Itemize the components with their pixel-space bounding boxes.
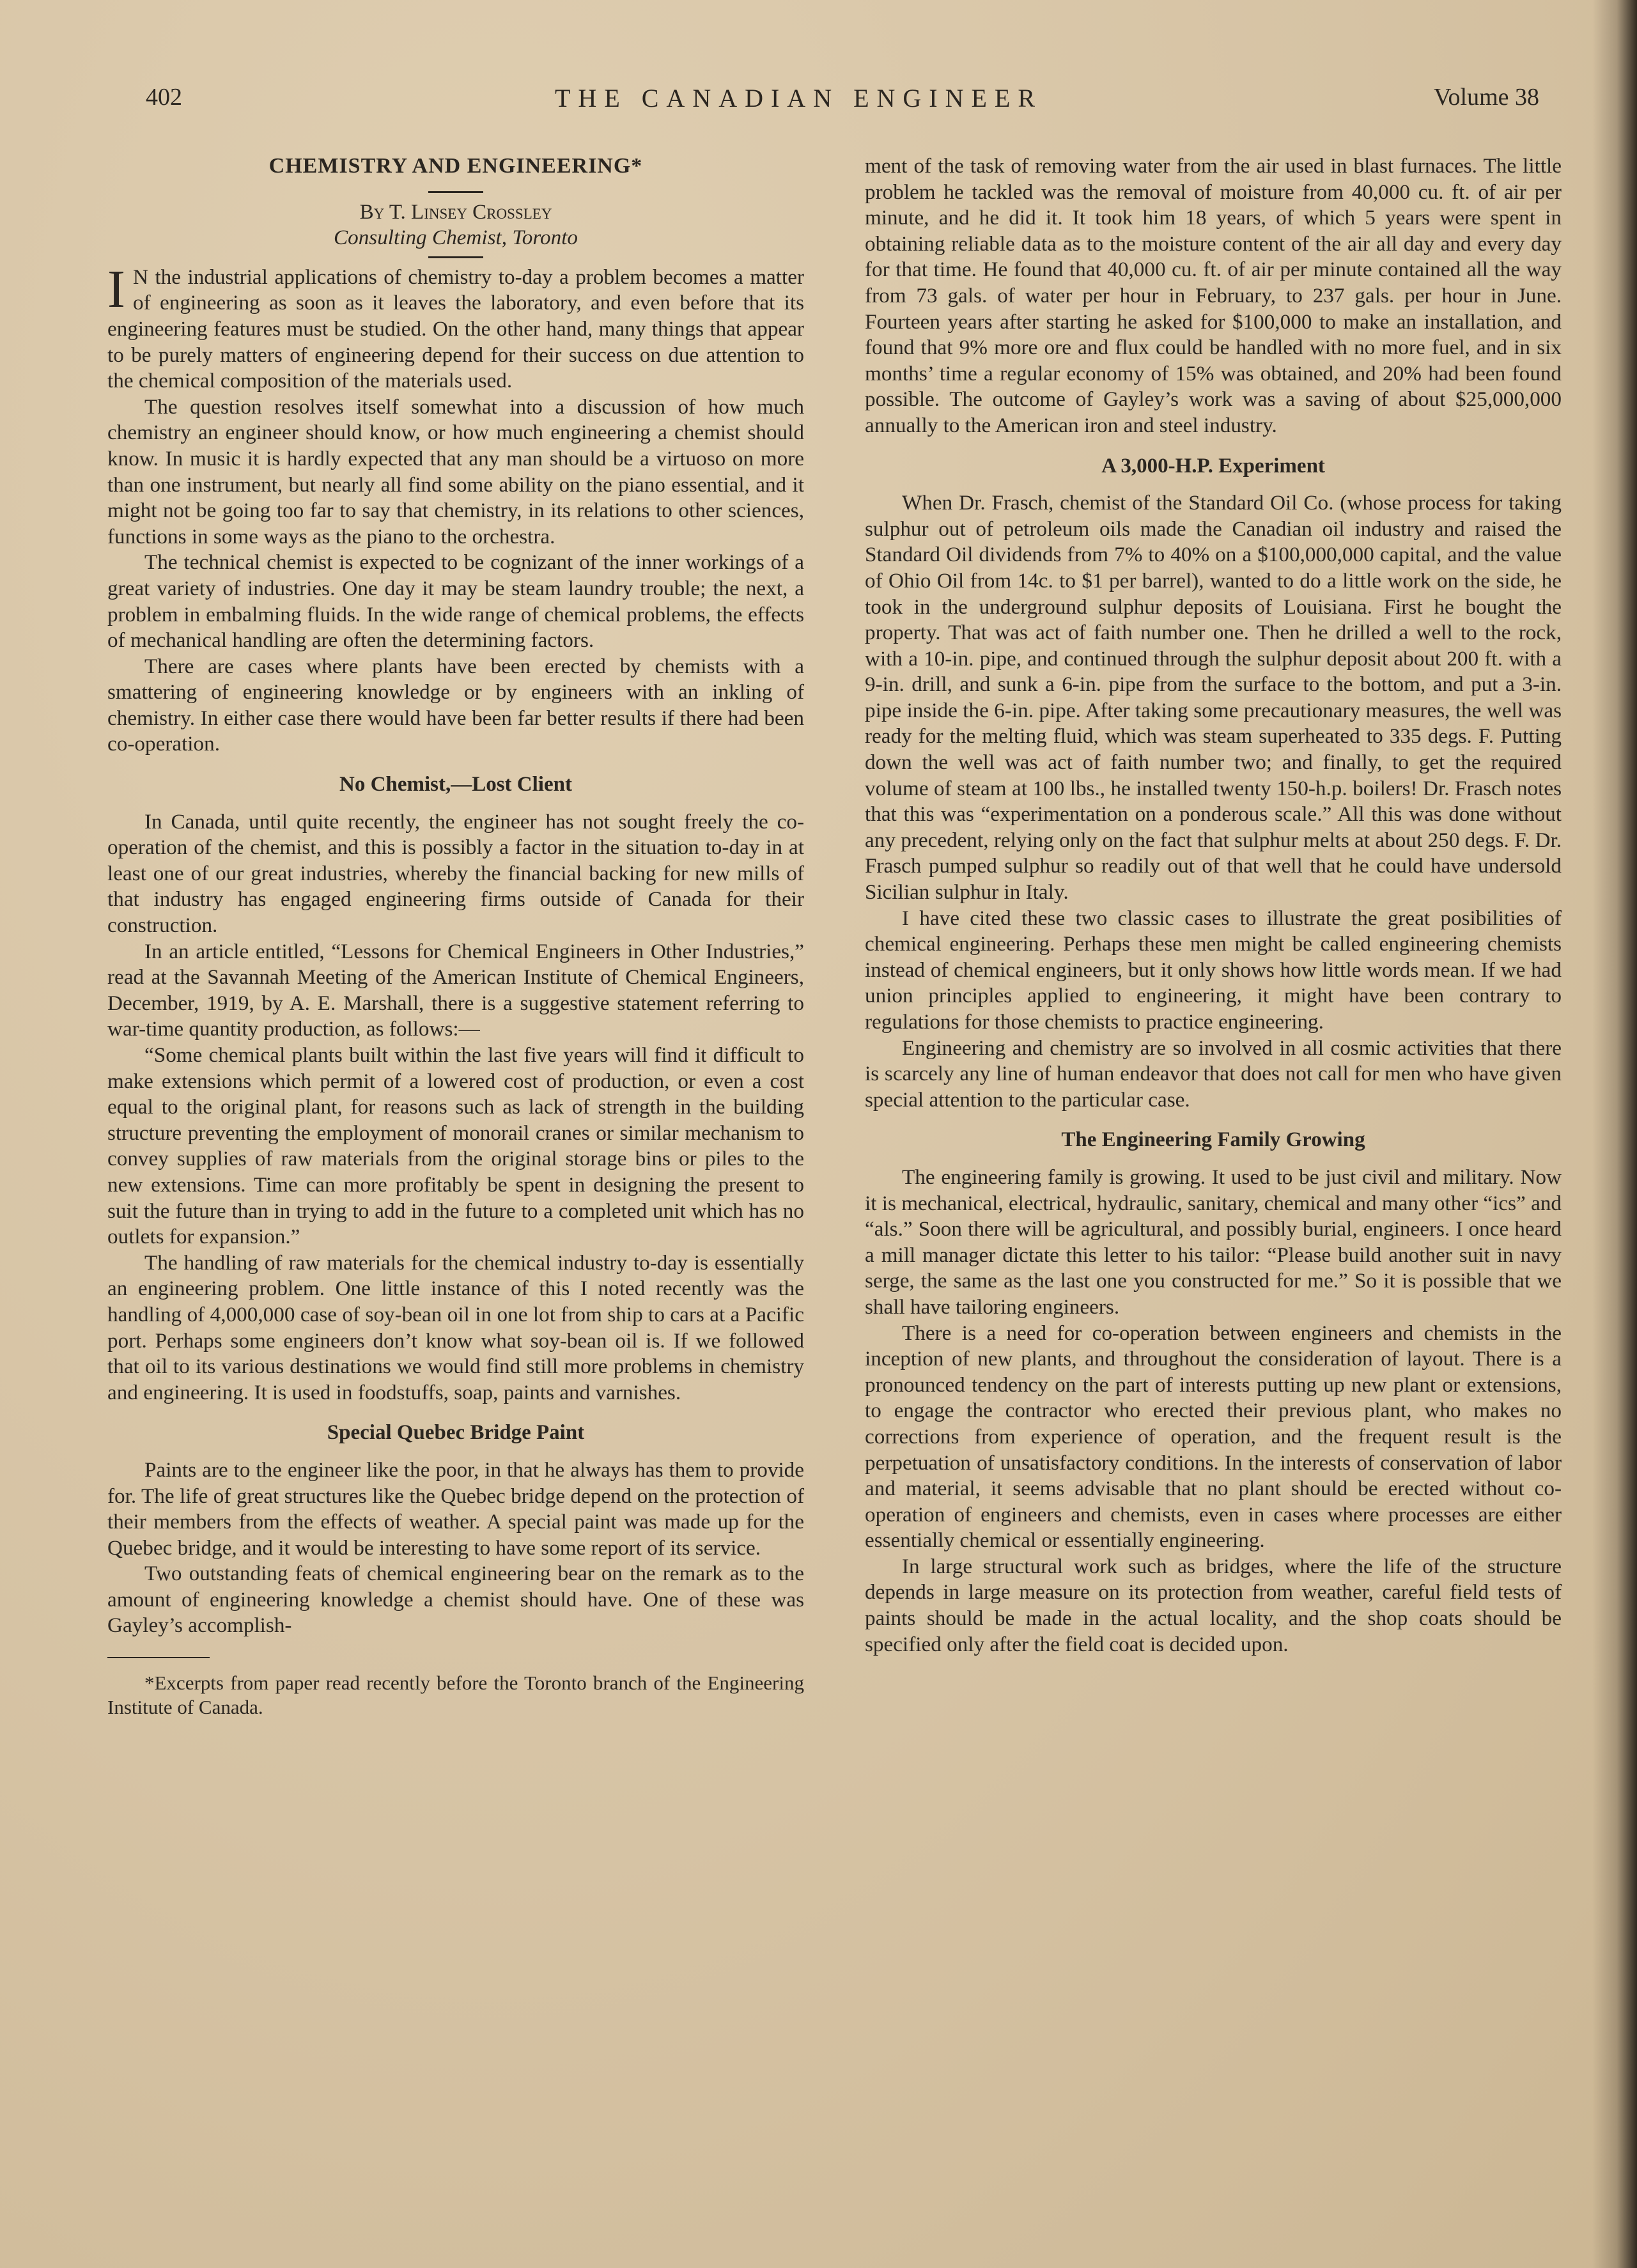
title-rule	[428, 191, 483, 193]
paragraph: Engineering and chemistry are so involved in all cosmic activities that there is scarcely any line of human endeavor that does not call for men who have given special attention to the particular case.	[865, 1036, 1562, 1112]
article-title: CHEMISTRY AND ENGINEERING*	[268, 154, 643, 178]
block-quote: “Some chemical plants built within the last five years will find it difficult to make extensions which permit of a lowered cost of production, or even a cost equal to the original plant, for reasons such as lack of strength in the building structure preventing the employment of monorail cranes or similar mechanism to convey supplies of raw materials from the original storage bins or piles to the new extensions. Time can more profitably be spent in designing the present to suit the future than in trying to add in the future to a completed unit which has no outlets for expansion.”	[107, 1043, 804, 1249]
article-byline: By T. Linsey Crossley	[359, 200, 552, 224]
right-column	[865, 153, 1562, 1658]
paragraph: I N the industrial applications of chemistry to-day a problem becomes a matter of engineering as soon as it leaves the laboratory, and even before that its engineering features must be studied. On the other hand, many things that appear to be purely matters of engineering depend for their success on due attention to the chemical composition of the materials used.	[107, 259, 804, 393]
section-heading: A 3,000-H.P. Experiment	[1101, 454, 1325, 478]
journal-title: THE CANADIAN ENGINEER	[555, 84, 1043, 113]
author-affiliation: Consulting Chemist, Toronto	[333, 226, 578, 250]
paragraph: Two outstanding feats of chemical engineering bear on the remark as to the amount of engineering knowledge a chemist should have. One of these was Gayley’s accomplish-	[107, 1562, 804, 1638]
drop-cap: I	[107, 259, 125, 319]
paragraph: The engineering family is growing. It used to be just civil and military. Now it is mechanical, electrical, hydraulic, sanitary, chemical and many other “ics” and “als.” Soon there will be agricultural, and possibly burial, engineers. I once heard a mill manager dictate this letter to his tailor: “Please build another suit in navy serge, the same as the last one you constructed for me.” So it is possible that we shall have tailoring engineers.	[865, 1165, 1562, 1319]
paragraph: ment of the task of removing water from the air used in blast furnaces. The little problem he tackled was the removal of moisture from 40,000 cu. ft. of air per minute, and he did it. It took him 18 years, of which 5 years were spent in obtaining reliable data as to the moisture content of the air all day and every day for that time. He found that 40,000 cu. ft. of air per minute contained all the way from 73 gals. of water per hour in February, to 237 gals. per hour in June. Fourteen years after starting he asked for $100,000 to make an installation, and found that 9% more ore and flux could be handled with no more fuel, and in six months’ time a regular economy of 15% was obtained, and 20% had been found possible. The outcome of Gayley’s work was a saving of about $25,000,000 annually to the American iron and steel industry.	[865, 154, 1562, 437]
footnote-rule	[107, 1657, 210, 1658]
page-number: 402	[146, 84, 182, 111]
paragraph: Paints are to the engineer like the poor, in that he always has them to provide for. The life of great structures like the Quebec bridge depend on the protection of their members from the effects of weather. A special paint was made up for the Quebec bridge, and it would be interesting to have some report of its service.	[107, 1457, 804, 1560]
paragraph: There is a need for co-operation between engineers and chemists in the inception of new plants, and throughout the consideration of layout. There is a pronounced tendency on the part of interests putting up new plant or extensions, to engage the contractor who erected their previous plant, who makes no corrections from experience of operation, and the frequent result is the perpetuation of unsatisfactory conditions. In the interests of conservation of labor and material, it seems advisable that no plant should be erected without co-operation of engineers and chemists, even in cases where processes are either essentially chemical or essentially engineering.	[865, 1321, 1562, 1553]
left-column	[107, 153, 804, 1720]
paragraph: The handling of raw materials for the chemical industry to-day is essentially an engineering problem. One little instance of this I noted recently was the handling of 4,000,000 case of soy-bean oil in one lot from ship to cars at a Pacific port. Perhaps some engineers don’t know what soy-bean oil is. If we followed that oil to its various destinations we would find still more problems in chemistry and engineering. It is used in foodstuffs, soap, paints and varnishes.	[107, 1250, 804, 1404]
paragraph: The technical chemist is expected to be cognizant of the inner workings of a great variety of industries. One day it may be steam laundry trouble; the next, a problem in embalming fluids. In the wide range of chemical problems, the effects of mechanical handling are often the determining factors.	[107, 550, 804, 653]
footnote: *Excerpts from paper read recently before the Toronto branch of the Engineering Institute of Canada.	[107, 1672, 804, 1719]
paragraph: When Dr. Frasch, chemist of the Standard Oil Co. (whose process for taking sulphur out of petroleum oils made the Canadian oil industry and raised the Standard Oil dividends from 7% to 40% on a $100,000,000 capital, and the value of Ohio Oil from 14c. to $1 per barrel), wanted to do a little work on the side, he took in the underground sulphur deposits of Louisiana. First he bought the property. That was act of faith number one. Then he drilled a well to the rock, with a 10-in. pipe, and continued through the sulphur deposit about 200 ft. with a 9-in. drill, and sunk a 6-in. pipe from the surface to the bottom, and put a 3-in. pipe inside the 6-in. pipe. After taking some precautionary measures, the well was ready for the melting fluid, which was steam superheated to 335 degs. F. Putting down the well was act of faith number two; and finally, to get the required volume of steam at 100 lbs., he installed twenty 150-h.p. boilers! Dr. Frasch notes that this was “experimentation on a ponderous scale.” All this was done without any precedent, relying only on the fact that sulphur melts at about 250 degs. F. Dr. Frasch pumped sulphur so readily out of that well that he could have undersold Sicilian sulphur in Italy.	[865, 491, 1562, 905]
paragraph: I have cited these two classic cases to illustrate the great posibilities of chemical engineering. Perhaps these men might be called engineering chemists instead of chemical engineers, but it only shows how little words mean. If we had union principles applied to engineering, it might have been contrary to regulations for those chemists to practice engineering.	[865, 906, 1562, 1034]
paragraph: In an article entitled, “Lessons for Chemical Engineers in Other Industries,” read at the Savannah Meeting of the American Institute of Chemical Engineers, December, 1919, by A. E. Marshall, there is a suggestive statement referring to war-time quantity production, as follows:—	[107, 939, 804, 1041]
paragraph: The question resolves itself somewhat into a discussion of how much chemistry an engineer should know, or how much engineering a chemist should know. In music it is hardly expected that any man should be a virtuoso on more than one instrument, but nearly all find some ability on the piano essential, and it might not be going too far to say that chemistry, in its relations to other sciences, functions in some ways as the piano to the orchestra.	[107, 394, 804, 548]
section-heading: Special Quebec Bridge Paint	[327, 1421, 585, 1445]
paragraph: In large structural work such as bridges, where the life of the structure depends in large measure on its protection from weather, careful field tests of paints should be made in the actual locality, and the shop coats should be specified only after the field coat is decided upon.	[865, 1554, 1562, 1656]
section-heading: No Chemist,—Lost Client	[339, 773, 572, 796]
byline-rule	[428, 256, 483, 258]
page-edge-shadow	[1592, 0, 1637, 2268]
paragraph: In Canada, until quite recently, the engineer has not sought freely the co-operation of the chemist, and this is possibly a factor in the situation to-day in at least one of our great industries, whereby the financial backing for new mills of that industry has engaged engineering firms outside of Canada for their construction.	[107, 809, 804, 938]
volume-label: Volume 38	[1433, 84, 1539, 111]
paragraph: There are cases where plants have been erected by chemists with a smattering of engineering knowledge or by engineers with an inkling of chemistry. In either case there would have been far better results if there had been co-operation.	[107, 654, 804, 756]
running-header	[146, 83, 1539, 121]
section-heading: The Engineering Family Growing	[1061, 1128, 1365, 1152]
